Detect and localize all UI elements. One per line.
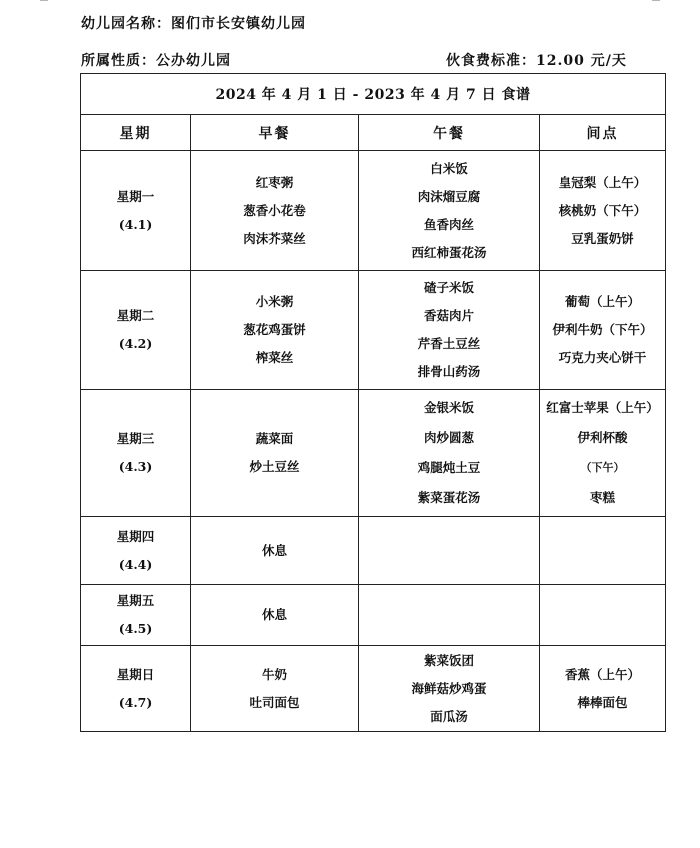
day-name: 星期一: [116, 188, 155, 204]
lunch-item: 紫菜饭团: [423, 652, 474, 668]
day-date: (4.4): [118, 556, 153, 572]
table-row: [81, 585, 666, 646]
day-cell: [81, 517, 191, 585]
breakfast-item: 吐司面包: [249, 694, 300, 710]
lunch-item: 紫菜蛋花汤: [417, 490, 481, 505]
breakfast-item: 肉沫芥菜丝: [243, 230, 306, 246]
table-row: [81, 271, 666, 390]
page-corner-mark-left: [40, 0, 48, 1]
lunch-item: 碴子米饭: [423, 280, 474, 295]
snack-item: 红富士苹果（上午）: [546, 400, 659, 415]
snack-cell: [540, 646, 666, 732]
lunch-cell: [359, 646, 540, 732]
lunch-item: 白米饭: [430, 160, 468, 176]
day-cell: [81, 151, 191, 271]
lunch-item: 排骨山药汤: [417, 364, 481, 379]
lunch-item: 肉沫熘豆腐: [417, 188, 481, 204]
lunch-item: 面瓜汤: [430, 708, 468, 724]
table-row: [81, 646, 666, 732]
menu-title: 2024 年 4 月 1 日 - 2023 年 4 月 7 日 食谱: [81, 74, 666, 115]
nature-line: [81, 50, 231, 70]
kindergarten-name: 图们市长安镇幼儿园: [171, 16, 306, 32]
snack-item: 枣糕: [590, 490, 616, 505]
snack-item: 豆乳蛋奶饼: [571, 230, 634, 246]
breakfast-cell: [191, 646, 359, 732]
lunch-item: 肉炒圆葱: [423, 430, 474, 445]
day-name: 星期四: [116, 528, 155, 544]
snack-cell: [540, 390, 666, 517]
lunch-item: 芹香土豆丝: [417, 336, 481, 351]
breakfast-item: 休息: [261, 607, 287, 622]
breakfast-cell: [191, 517, 359, 585]
snack-item: 伊利牛奶（下午）: [552, 322, 653, 337]
breakfast-cell: [191, 390, 359, 517]
breakfast-item: 榨菜丝: [255, 350, 294, 365]
snack-item: 皇冠梨（上午）: [558, 174, 647, 190]
day-date: (4.2): [118, 336, 153, 351]
page-corner-mark-right: [652, 0, 660, 1]
nature-value: 公办幼儿园: [156, 53, 231, 69]
lunch-cell: [359, 517, 540, 585]
lunch-item: 海鲜菇炒鸡蛋: [411, 680, 487, 696]
lunch-item: 鱼香肉丝: [423, 216, 474, 232]
lunch-cell: [359, 151, 540, 271]
kindergarten-label: 幼儿园名称：: [81, 16, 171, 32]
day-name: 星期二: [116, 308, 155, 323]
snack-item: 巧克力夹心饼干: [558, 350, 647, 365]
day-cell: [81, 271, 191, 390]
day-name: 星期日: [116, 666, 155, 682]
breakfast-item: 牛奶: [261, 666, 287, 682]
nature-label: 所属性质：: [81, 53, 156, 69]
lunch-cell: [359, 390, 540, 517]
lunch-cell: [359, 585, 540, 646]
lunch-item: 金银米饭: [423, 400, 474, 415]
breakfast-item: 葱花鸡蛋饼: [243, 322, 306, 337]
table-row: [81, 390, 666, 517]
column-header-breakfast: 早餐: [191, 115, 359, 151]
day-date: (4.7): [118, 694, 153, 710]
day-date: (4.3): [118, 459, 153, 474]
fee-standard: [446, 50, 627, 70]
breakfast-item: 休息: [261, 542, 287, 558]
lunch-item: 香菇肉片: [423, 308, 474, 323]
breakfast-cell: [191, 271, 359, 390]
day-name: 星期五: [116, 593, 155, 608]
snack-cell: [540, 585, 666, 646]
breakfast-item: 小米粥: [255, 294, 294, 309]
breakfast-item: 葱香小花卷: [243, 202, 306, 218]
snack-item: 棒棒面包: [577, 694, 628, 710]
breakfast-item: 炒土豆丝: [249, 459, 300, 474]
fee-value: 12.00 元/天: [536, 53, 627, 69]
breakfast-item: 红枣粥: [255, 174, 294, 190]
column-header-lunch: 午餐: [359, 115, 540, 151]
snack-cell: [540, 271, 666, 390]
day-cell: [81, 646, 191, 732]
fee-label: 伙食费标准：: [446, 53, 536, 69]
weekly-menu-table: [80, 73, 666, 732]
table-row: [81, 517, 666, 585]
snack-item: 葡萄（上午）: [565, 294, 641, 309]
snack-cell: [540, 151, 666, 271]
breakfast-item: 蔬菜面: [255, 431, 294, 446]
column-header-snack: 间点: [540, 115, 666, 151]
day-cell: [81, 390, 191, 517]
day-date: (4.5): [118, 621, 153, 636]
snack-cell: [540, 517, 666, 585]
snack-item: 香蕉（上午）: [565, 666, 641, 682]
day-date: (4.1): [118, 216, 153, 232]
snack-item: 伊利杯酸: [577, 430, 628, 445]
lunch-item: 鸡腿炖土豆: [417, 460, 481, 475]
breakfast-cell: [191, 151, 359, 271]
kindergarten-name-line: [81, 13, 306, 33]
snack-item: 核桃奶（下午）: [558, 202, 647, 218]
lunch-cell: [359, 271, 540, 390]
column-header-day: 星期: [81, 115, 191, 151]
breakfast-cell: [191, 585, 359, 646]
snack-item: （下午）: [580, 461, 625, 474]
table-row: [81, 151, 666, 271]
lunch-item: 西红柿蛋花汤: [411, 244, 487, 260]
day-cell: [81, 585, 191, 646]
day-name: 星期三: [116, 431, 155, 446]
